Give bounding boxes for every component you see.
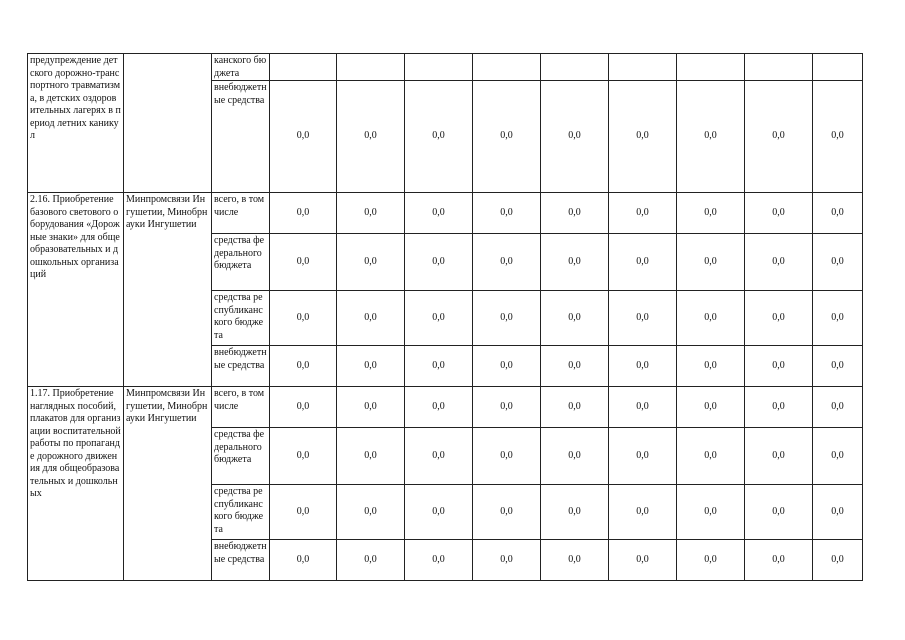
table-row: [28, 387, 863, 428]
funding-source-cell: средства республиканского бюджета: [212, 485, 270, 540]
value-cell: [473, 54, 541, 81]
value-cell: 0,0: [677, 387, 745, 428]
value-cell: 0,0: [813, 540, 863, 581]
value-cell: 0,0: [270, 346, 337, 387]
funding-source-cell: всего, в том числе: [212, 193, 270, 234]
program-name-cell: предупреждение детского дорожно-транспортного травматизма, в детских оздоровительных лагерях в период летних каникул: [28, 54, 124, 193]
table-row: [28, 54, 863, 81]
value-cell: 0,0: [337, 428, 405, 485]
value-cell: 0,0: [337, 485, 405, 540]
value-cell: 0,0: [337, 234, 405, 291]
value-cell: [677, 54, 745, 81]
value-cell: 0,0: [473, 387, 541, 428]
value-cell: [405, 54, 473, 81]
funding-source-cell: внебюджетные средства: [212, 346, 270, 387]
value-cell: 0,0: [405, 291, 473, 346]
value-cell: 0,0: [745, 428, 813, 485]
value-cell: 0,0: [337, 291, 405, 346]
value-cell: 0,0: [813, 81, 863, 193]
value-cell: 0,0: [473, 346, 541, 387]
funding-source-cell: средства федерального бюджета: [212, 234, 270, 291]
value-cell: 0,0: [745, 193, 813, 234]
value-cell: 0,0: [745, 540, 813, 581]
funding-source-cell: всего, в том числе: [212, 387, 270, 428]
value-cell: 0,0: [813, 291, 863, 346]
value-cell: 0,0: [745, 485, 813, 540]
value-cell: 0,0: [745, 346, 813, 387]
funding-source-cell: средства республиканского бюджета: [212, 291, 270, 346]
value-cell: 0,0: [473, 234, 541, 291]
value-cell: 0,0: [405, 193, 473, 234]
value-cell: 0,0: [473, 428, 541, 485]
value-cell: 0,0: [541, 193, 609, 234]
value-cell: 0,0: [813, 387, 863, 428]
value-cell: 0,0: [677, 193, 745, 234]
value-cell: 0,0: [609, 428, 677, 485]
value-cell: [609, 54, 677, 81]
value-cell: [745, 54, 813, 81]
funding-table: [27, 53, 863, 581]
value-cell: 0,0: [813, 428, 863, 485]
value-cell: 0,0: [541, 346, 609, 387]
executor-cell: [124, 54, 212, 193]
value-cell: [337, 54, 405, 81]
value-cell: 0,0: [405, 485, 473, 540]
executor-cell: Минпромсвязи Ингушетии, Минобрнауки Ингушетии: [124, 193, 212, 387]
value-cell: 0,0: [813, 485, 863, 540]
value-cell: 0,0: [270, 540, 337, 581]
value-cell: 0,0: [677, 81, 745, 193]
value-cell: 0,0: [337, 346, 405, 387]
value-cell: 0,0: [270, 485, 337, 540]
value-cell: 0,0: [405, 540, 473, 581]
value-cell: 0,0: [541, 387, 609, 428]
value-cell: 0,0: [677, 234, 745, 291]
value-cell: 0,0: [541, 540, 609, 581]
value-cell: 0,0: [813, 193, 863, 234]
value-cell: 0,0: [541, 485, 609, 540]
value-cell: 0,0: [609, 193, 677, 234]
value-cell: [813, 54, 863, 81]
value-cell: 0,0: [541, 81, 609, 193]
value-cell: [541, 54, 609, 81]
value-cell: 0,0: [609, 346, 677, 387]
value-cell: 0,0: [405, 387, 473, 428]
funding-source-cell: средства федерального бюджета: [212, 428, 270, 485]
value-cell: 0,0: [270, 81, 337, 193]
value-cell: 0,0: [813, 234, 863, 291]
value-cell: 0,0: [473, 291, 541, 346]
value-cell: 0,0: [745, 291, 813, 346]
value-cell: 0,0: [745, 387, 813, 428]
value-cell: 0,0: [609, 81, 677, 193]
value-cell: 0,0: [541, 428, 609, 485]
value-cell: 0,0: [405, 81, 473, 193]
table-row: [28, 193, 863, 234]
funding-source-cell: внебюджетные средства: [212, 540, 270, 581]
value-cell: 0,0: [405, 428, 473, 485]
value-cell: 0,0: [270, 234, 337, 291]
value-cell: 0,0: [270, 387, 337, 428]
value-cell: 0,0: [677, 428, 745, 485]
value-cell: 0,0: [337, 540, 405, 581]
value-cell: 0,0: [270, 193, 337, 234]
value-cell: 0,0: [405, 234, 473, 291]
value-cell: 0,0: [337, 193, 405, 234]
measure-name-cell: 1.17. Приобретение наглядных пособий, плакатов для организации воспитательной работы по пропаганде дорожного движения для общеобразовательных и дошкольных: [28, 387, 124, 581]
funding-source-cell: канского бюджета: [212, 54, 270, 81]
value-cell: 0,0: [270, 428, 337, 485]
value-cell: 0,0: [677, 291, 745, 346]
value-cell: 0,0: [745, 234, 813, 291]
funding-source-cell: внебюджетные средства: [212, 81, 270, 193]
executor-cell: Минпромсвязи Ингушетии, Минобрнауки Ингушетии: [124, 387, 212, 581]
value-cell: 0,0: [473, 193, 541, 234]
value-cell: 0,0: [677, 540, 745, 581]
value-cell: 0,0: [541, 291, 609, 346]
value-cell: 0,0: [677, 485, 745, 540]
value-cell: 0,0: [473, 81, 541, 193]
value-cell: 0,0: [337, 81, 405, 193]
value-cell: 0,0: [541, 234, 609, 291]
value-cell: 0,0: [405, 346, 473, 387]
value-cell: 0,0: [745, 81, 813, 193]
value-cell: [270, 54, 337, 81]
value-cell: 0,0: [609, 234, 677, 291]
value-cell: 0,0: [609, 291, 677, 346]
value-cell: 0,0: [609, 387, 677, 428]
value-cell: 0,0: [813, 346, 863, 387]
value-cell: 0,0: [609, 540, 677, 581]
value-cell: 0,0: [677, 346, 745, 387]
value-cell: 0,0: [473, 485, 541, 540]
value-cell: 0,0: [270, 291, 337, 346]
value-cell: 0,0: [337, 387, 405, 428]
value-cell: 0,0: [473, 540, 541, 581]
measure-name-cell: 2.16. Приобретение базового светового оборудования «Дорожные знаки» для общеобразовательных и дошкольных организаций: [28, 193, 124, 387]
value-cell: 0,0: [609, 485, 677, 540]
